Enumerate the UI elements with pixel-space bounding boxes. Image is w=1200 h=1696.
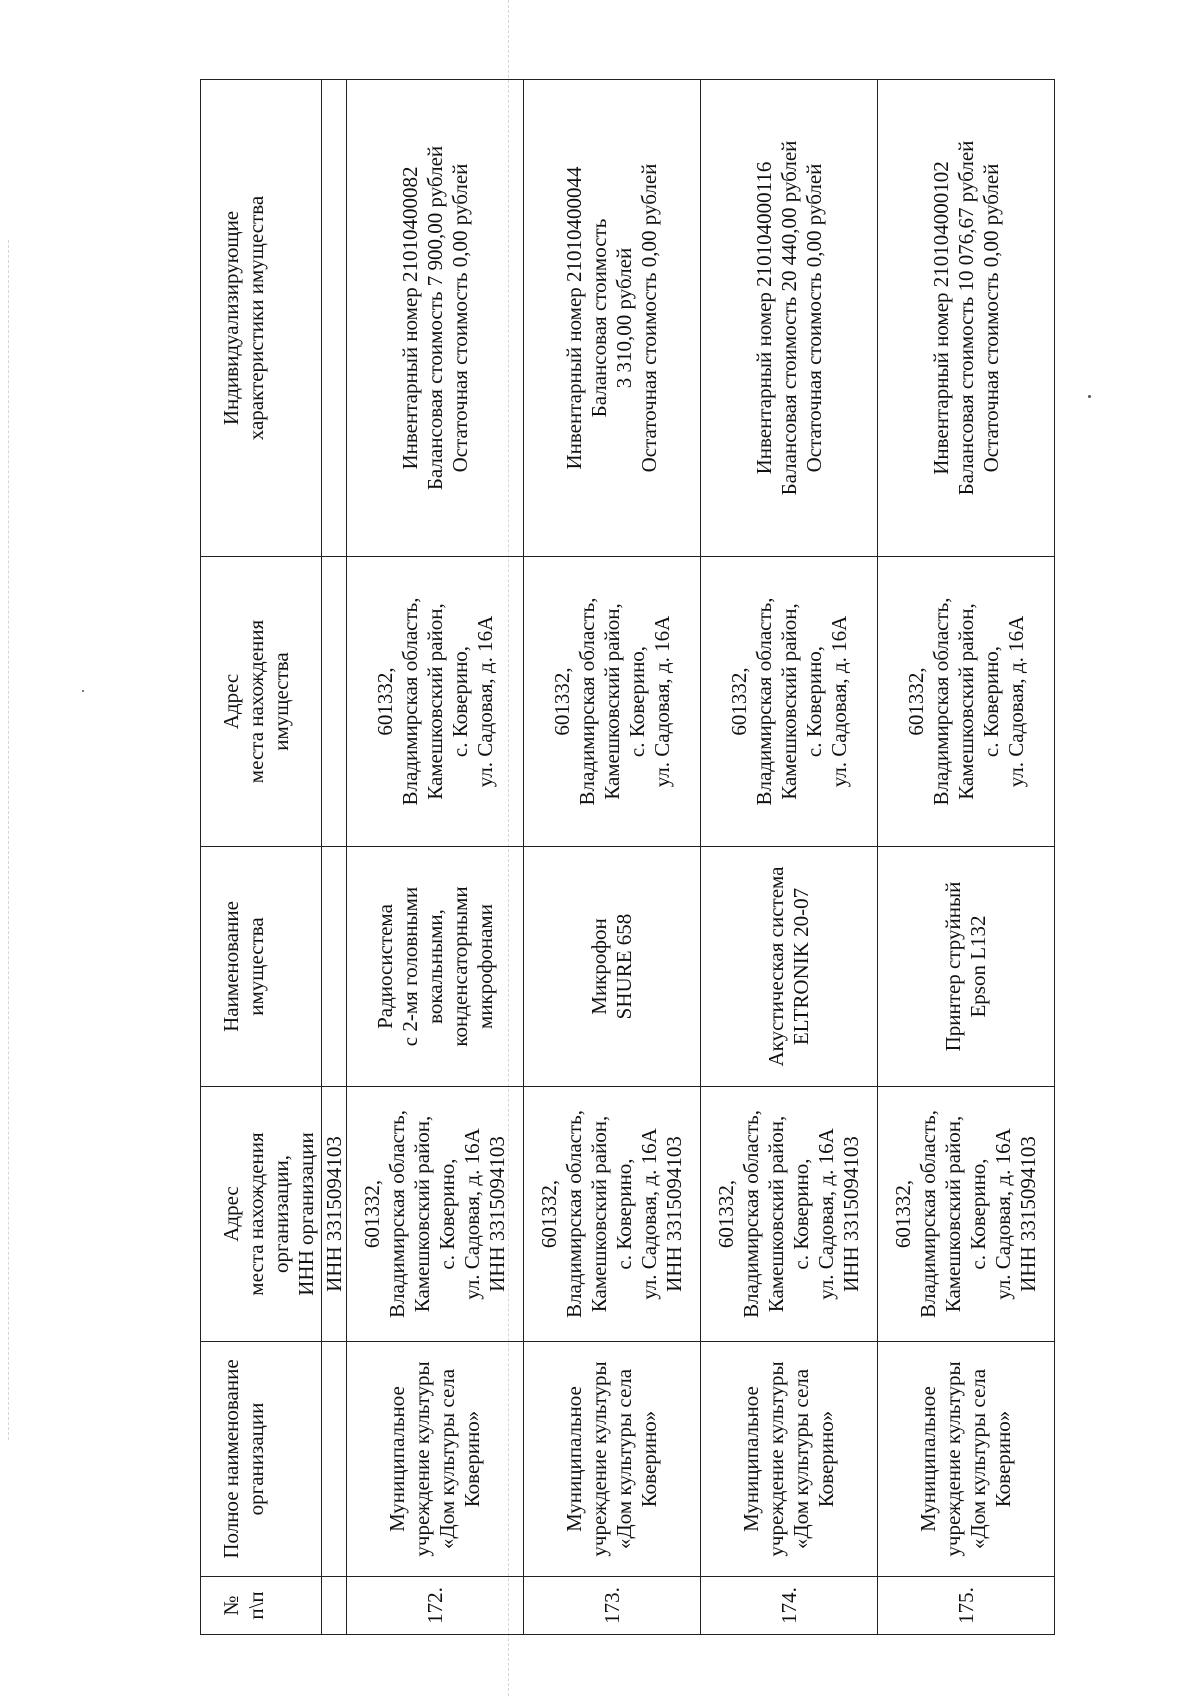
table-row bbox=[347, 80, 524, 1635]
org-name-cell: Муниципальное учреждение культуры «Дом культуры села Коверино» bbox=[524, 1342, 701, 1577]
header-org-name: Полное наименование организации bbox=[201, 1342, 322, 1577]
characteristics-cell: Инвентарный номер 21010400082 Балансовая стоимость 7 900,00 рублей Остаточная стоимость 0,00 рублей bbox=[347, 80, 524, 557]
asset-name-cell: Микрофон SHURE 658 bbox=[524, 847, 701, 1087]
asset-name-cell: Радиосистема с 2-мя головными вокальными, конденсаторными микрофонами bbox=[347, 847, 524, 1087]
carryover-org-address: ИНН 3315094103 bbox=[322, 1087, 347, 1342]
row-number: 173. bbox=[524, 1577, 701, 1635]
header-num: № п\п bbox=[201, 1577, 322, 1635]
characteristics-cell: Инвентарный номер 210104000102 Балансовая стоимость 10 076,67 рублей Остаточная стоимость 0,00 рублей bbox=[878, 80, 1055, 557]
asset-name-cell: Акустическая система ELTRONIK 20-07 bbox=[701, 847, 878, 1087]
org-address-cell: 601332, Владимирская область, Камешковский район, с. Коверино, ул. Садовая, д. 16А ИНН 3315094103 bbox=[524, 1087, 701, 1342]
org-address-cell: 601332, Владимирская область, Камешковский район, с. Коверино, ул. Садовая, д. 16А ИНН 3315094103 bbox=[878, 1087, 1055, 1342]
table-header-row bbox=[201, 80, 322, 1635]
table-row bbox=[878, 80, 1055, 1635]
org-name-cell: Муниципальное учреждение культуры «Дом культуры села Коверино» bbox=[878, 1342, 1055, 1577]
characteristics-cell: Инвентарный номер 21010400044 Балансовая стоимость 3 310,00 рублей Остаточная стоимость 0,00 рублей bbox=[524, 80, 701, 557]
scan-speck bbox=[1088, 395, 1091, 398]
row-number: 175. bbox=[878, 1577, 1055, 1635]
org-name-cell: Муниципальное учреждение культуры «Дом культуры села Коверино» bbox=[347, 1342, 524, 1577]
property-register-table bbox=[200, 79, 1055, 1635]
rotated-page bbox=[200, 80, 1055, 1635]
header-asset-name: Наименование имущества bbox=[201, 847, 322, 1087]
row-number: 172. bbox=[347, 1577, 524, 1635]
header-org-address: Адрес места нахождения организации, ИНН организации bbox=[201, 1087, 322, 1342]
header-asset-address: Адрес места нахождения имущества bbox=[201, 557, 322, 847]
asset-address-cell: 601332, Владимирская область, Камешковский район, с. Коверино, ул. Садовая, д. 16А bbox=[347, 557, 524, 847]
carryover-row bbox=[322, 80, 347, 1635]
scan-edge-line bbox=[8, 240, 9, 1440]
org-name-cell: Муниципальное учреждение культуры «Дом культуры села Коверино» bbox=[701, 1342, 878, 1577]
table-row bbox=[524, 80, 701, 1635]
org-address-cell: 601332, Владимирская область, Камешковский район, с. Коверино, ул. Садовая, д. 16А ИНН 3315094103 bbox=[701, 1087, 878, 1342]
asset-name-cell: Принтер струйный Epson L132 bbox=[878, 847, 1055, 1087]
characteristics-cell: Инвентарный номер 210104000116 Балансовая стоимость 20 440,00 рублей Остаточная стоимость 0,00 рублей bbox=[701, 80, 878, 557]
asset-address-cell: 601332, Владимирская область, Камешковский район, с. Коверино, ул. Садовая, д. 16А bbox=[524, 557, 701, 847]
asset-address-cell: 601332, Владимирская область, Камешковский район, с. Коверино, ул. Садовая, д. 16А bbox=[701, 557, 878, 847]
asset-address-cell: 601332, Владимирская область, Камешковский район, с. Коверино, ул. Садовая, д. 16А bbox=[878, 557, 1055, 847]
scan-speck bbox=[82, 690, 84, 692]
row-number: 174. bbox=[701, 1577, 878, 1635]
table-row bbox=[701, 80, 878, 1635]
header-characteristics: Индивидуализирующие характеристики имущества bbox=[201, 80, 322, 557]
org-address-cell: 601332, Владимирская область, Камешковский район, с. Коверино, ул. Садовая, д. 16А ИНН 3315094103 bbox=[347, 1087, 524, 1342]
